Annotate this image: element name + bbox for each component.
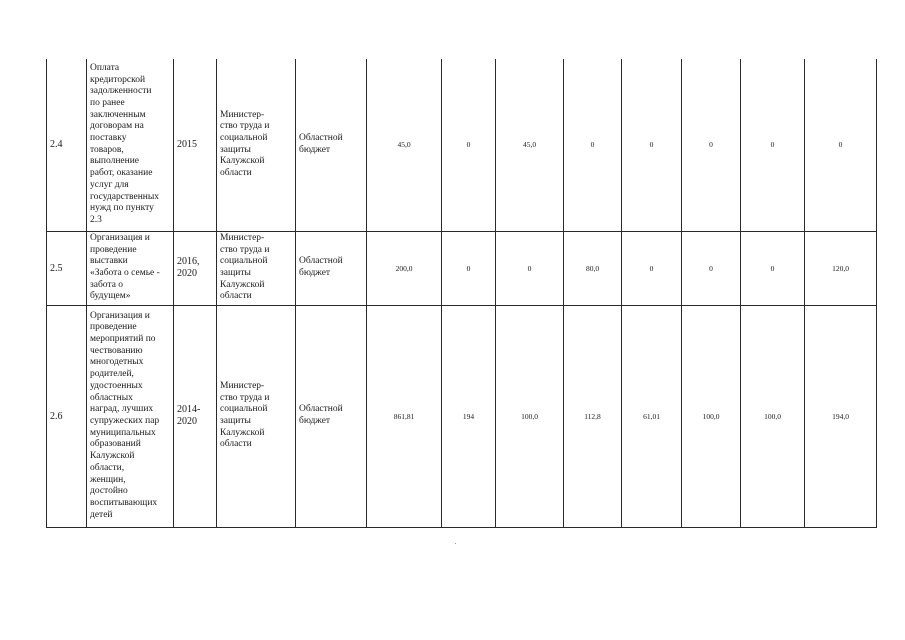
funding-source: Областной бюджет <box>296 231 367 305</box>
amount-year: 0 <box>805 59 877 231</box>
amount-year: 0 <box>741 59 805 231</box>
amount-year: 45,0 <box>496 59 564 231</box>
scan-speck <box>455 543 456 544</box>
amount-year: 0 <box>496 231 564 305</box>
activity-name: Оплата кредиторской задолженности по ранее заключенным договорам на поставку товаров, выполнение работ, оказание услуг для государственных нужд по пункту 2.3 <box>87 59 174 231</box>
table-row <box>47 305 877 527</box>
table-row <box>47 59 877 231</box>
amount-year: 100,0 <box>496 305 564 527</box>
amount-year: 0 <box>442 231 496 305</box>
amount-total: 861,81 <box>367 305 442 527</box>
amount-year: 0 <box>622 59 682 231</box>
executor: Министер- ство труда и социальной защиты Калужской области <box>217 59 296 231</box>
funding-source: Областной бюджет <box>296 59 367 231</box>
amount-year: 0 <box>741 231 805 305</box>
period: 2014- 2020 <box>174 305 217 527</box>
amount-year: 61,01 <box>622 305 682 527</box>
row-number: 2.6 <box>47 305 87 527</box>
amount-year: 80,0 <box>564 231 622 305</box>
amount-year: 0 <box>564 59 622 231</box>
amount-year: 0 <box>442 59 496 231</box>
executor: Министер- ство труда и социальной защиты Калужской области <box>217 305 296 527</box>
activity-name: Организация и проведение выставки «Забота о семье - забота о будущем» <box>87 231 174 305</box>
amount-year: 112,8 <box>564 305 622 527</box>
amount-year: 0 <box>622 231 682 305</box>
amount-year: 0 <box>682 59 741 231</box>
funding-source: Областной бюджет <box>296 305 367 527</box>
amount-total: 45,0 <box>367 59 442 231</box>
row-number: 2.5 <box>47 231 87 305</box>
period: 2015 <box>174 59 217 231</box>
executor: Министер- ство труда и социальной защиты Калужской области <box>217 231 296 305</box>
amount-year: 0 <box>682 231 741 305</box>
amount-year: 194 <box>442 305 496 527</box>
table-row <box>47 231 877 305</box>
row-number: 2.4 <box>47 59 87 231</box>
budget-table <box>46 59 877 528</box>
amount-year: 100,0 <box>741 305 805 527</box>
amount-year: 100,0 <box>682 305 741 527</box>
activity-name: Организация и проведение мероприятий по чествованию многодетных родителей, удостоенных областных наград, лучших супружеских пар муниципальных образований Калужской области, женщин, достойно воспитывающих детей <box>87 305 174 527</box>
amount-year: 120,0 <box>805 231 877 305</box>
period: 2016, 2020 <box>174 231 217 305</box>
amount-total: 200,0 <box>367 231 442 305</box>
amount-year: 194,0 <box>805 305 877 527</box>
